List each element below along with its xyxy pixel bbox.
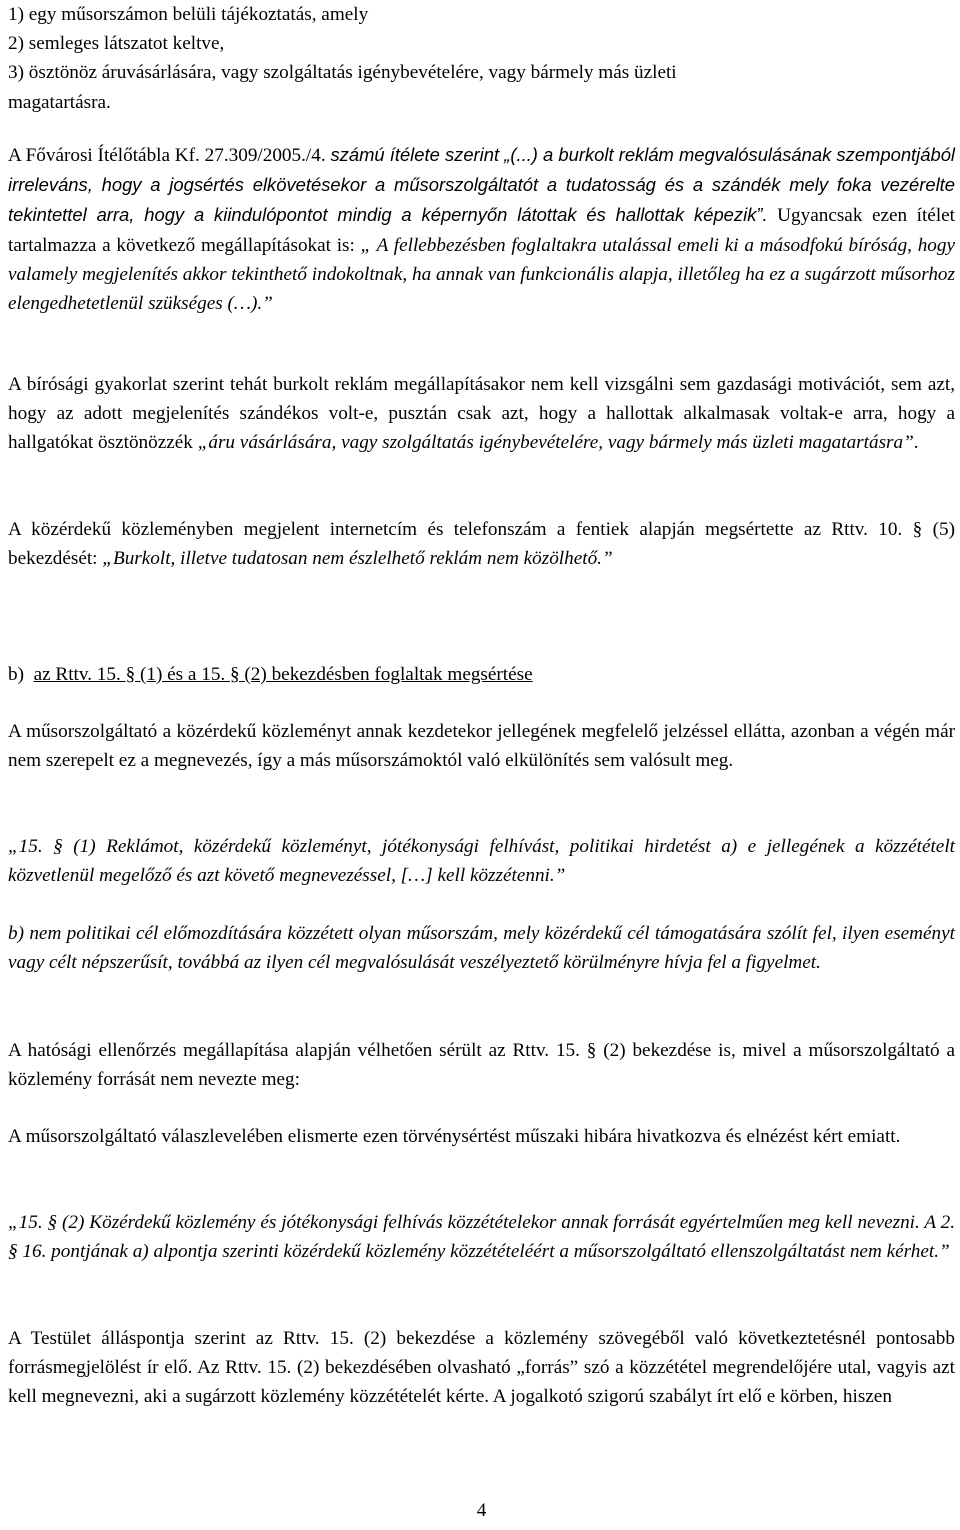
paragraph-court-ruling: A Fővárosi Ítélőtábla Kf. 27.309/2005./4. számú ítélete szerint „(...) a burkolt reklám megvalósulásának szempontjából irreleváns, hogy a jogsértés elkövetésekor a műsorszolgáltatót a tudatosság és a szándék mely foka vezérelte tekintettel arra, hogy a kiindulópontot mindig a képernyőn látottak és hallottak képezik”. Ugyancsak ezen ítélet tartalmazza a következő megállapításokat is: „ A fellebbezésben foglaltakra utalással emeli ki a másodfokú bíróság, hogy valamely megjelenítés akkor tekinthető indokoltnak, ha annak van funkcionális alapja, illetőleg ha ez a sugárzott műsorhoz elengedhetetlenül szükséges (…).” (8, 144, 956, 315)
numbered-list (8, 0, 955, 117)
list-item: 3) ösztönöz áruvásárlására, vagy szolgáltatás igénybevételére, vagy bármely más üzleti (8, 62, 677, 84)
paragraph-reply-letter: A műsorszolgáltató válaszlevelében elismerte ezen törvénysértést műszaki hibára hivatkozva és elnézést kért emiatt. (8, 1126, 901, 1147)
section-heading-b: b) az Rttv. 15. § (1) és a 15. § (2) bekezdésben foglaltak megsértése (8, 664, 533, 685)
page-number: 4 (476, 1500, 487, 1521)
paragraph-source: A hatósági ellenőrzés megállapítása alapján vélhetően sérült az Rttv. 15. § (2) bekezdése is, mivel a műsorszolgáltató a közlemény forrását nem nevezte meg: (8, 1040, 955, 1091)
quote-section-15-1: „15. § (1) Reklámot, közérdekű közleményt, jótékonysági felhívást, politikai hirdetést a) e jellegének a közzétételt közvetlenül megelőző és azt követő megnevezéssel, […] kell közzétenni.” (8, 836, 955, 887)
list-item: magatartásra. (8, 91, 111, 113)
quote-section-15-2: „15. § (2) Közérdekű közlemény és jótékonysági felhívás közzétételekor annak forrását egyértelműen meg kell nevezni. A 2. § 16. pontjának a) alpontja szerinti közérdekű közlemény közzétételéért a műsorszolgáltató ellenszolgáltatást nem kérhet.” (8, 1212, 955, 1263)
paragraph-labeling: A műsorszolgáltató a közérdekű közleményt annak kezdetekor jellegének megfelelő jelzéssel ellátta, azonban a végén már nem szerepelt ez a megnevezés, így a más műsorszámoktól való elkülönítés sem valósult meg. (8, 721, 955, 772)
list-item: 2) semleges látszatot keltve, (8, 33, 225, 55)
quote-section-15-1-b: b) nem politikai cél előmozdítására közzétett olyan műsorszám, mely közérdekű cél támogatására szólít fel, ilyen eseményt vagy célt népszerűsít, továbbá az ilyen cél megvalósulását veszélyeztető körülményre hívja fel a figyelmet. (8, 923, 955, 974)
paragraph-judicial-practice: A bírósági gyakorlat szerint tehát burkolt reklám megállapításakor nem kell vizsgálni sem gazdasági motivációt, sem azt, hogy az adott megjelenítés szándékos volt-e, pusztán csak azt, hogy a hallottak alkalmasak voltak-e arra, hogy a hallgatókat ösztönözzék „áru vásárlására, vagy szolgáltatás igénybevételére, vagy bármely más üzleti magatartásra”. (8, 374, 955, 454)
list-item: 1) egy műsorszámon belüli tájékoztatás, amely (8, 4, 369, 25)
paragraph-public-notice: A közérdekű közleményben megjelent internetcím és telefonszám a fentiek alapján megsértette az Rttv. 10. § (5) bekezdését: „Burkolt, illetve tudatosan nem észlelhető reklám nem közölhető.” (8, 519, 955, 570)
paragraph-board-position: A Testület álláspontja szerint az Rttv. 15. (2) bekezdése a közlemény szövegéből való következtetésnél pontosabb forrásmegjelölést ír elő. Az Rttv. 15. (2) bekezdésében olvasható „forrás” szó a közzététel megrendelőjére utal, vagyis azt kell megnevezni, aki a sugárzott közlemény közzétételét kérte. A jogalkotó szigorú szabályt írt elő e körben, hiszen (8, 1328, 955, 1408)
